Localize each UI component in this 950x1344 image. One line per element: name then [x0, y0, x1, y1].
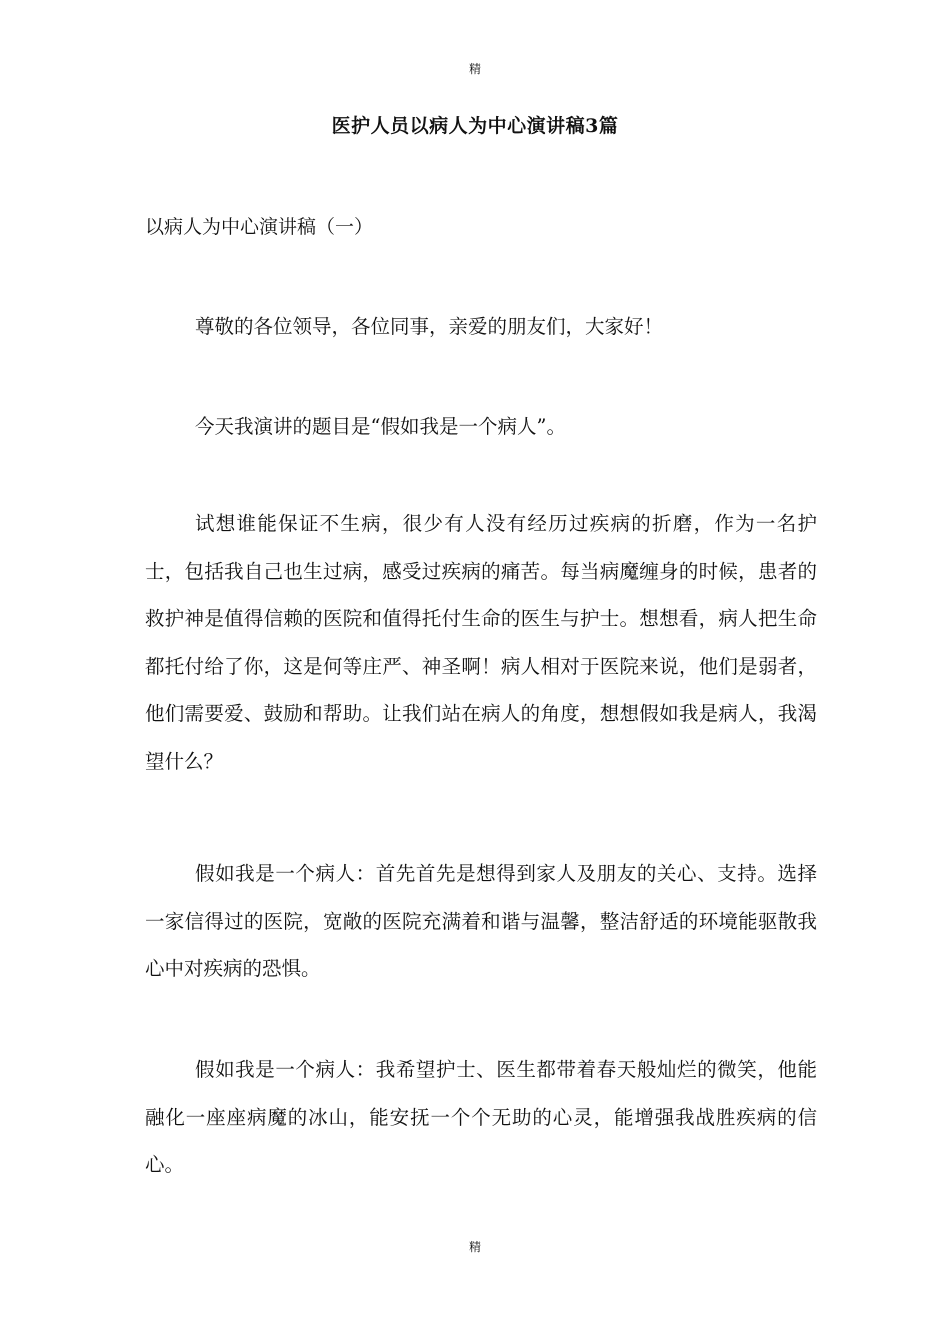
page-footer-mark: 精: [468, 1240, 481, 1254]
paragraph-greeting: 尊敬的各位领导，各位同事，亲爱的朋友们，大家好！: [195, 315, 664, 338]
document-title: 医护人员以病人为中心演讲稿3篇: [331, 115, 619, 137]
paragraph-topic: 今天我演讲的题目是“假如我是一个病人”。: [195, 415, 566, 438]
paragraph-body-1: 试想谁能保证不生病，很少有人没有经历过疾病的折磨，作为一名护士，包括我自己也生过病，感受过疾病的痛苦。每当病魔缠身的时候，患者的救护神是值得信赖的医院和值得托付生命的医生与护士。想想看，病人把生命都托付给了你，这是何等庄严、神圣啊！病人相对于医院来说，他们是弱者，他们需要爱、鼓励和帮助。让我们站在病人的角度，想想假如我是病人，我渴望什么？: [145, 512, 817, 773]
paragraph-body-2: 假如我是一个病人：首先首先是想得到家人及朋友的关心、支持。选择一家信得过的医院，宽敞的医院充满着和谐与温馨，整洁舒适的环境能驱散我心中对疾病的恐惧。: [145, 862, 817, 980]
paragraph-body-3: 假如我是一个病人：我希望护士、医生都带着春天般灿烂的微笑，他能融化一座座病魔的冰山，能安抚一个个无助的心灵，能增强我战胜疾病的信心。: [145, 1058, 817, 1176]
page-header-mark: 精: [468, 62, 481, 76]
section-heading: 以病人为中心演讲稿（一）: [145, 216, 374, 238]
